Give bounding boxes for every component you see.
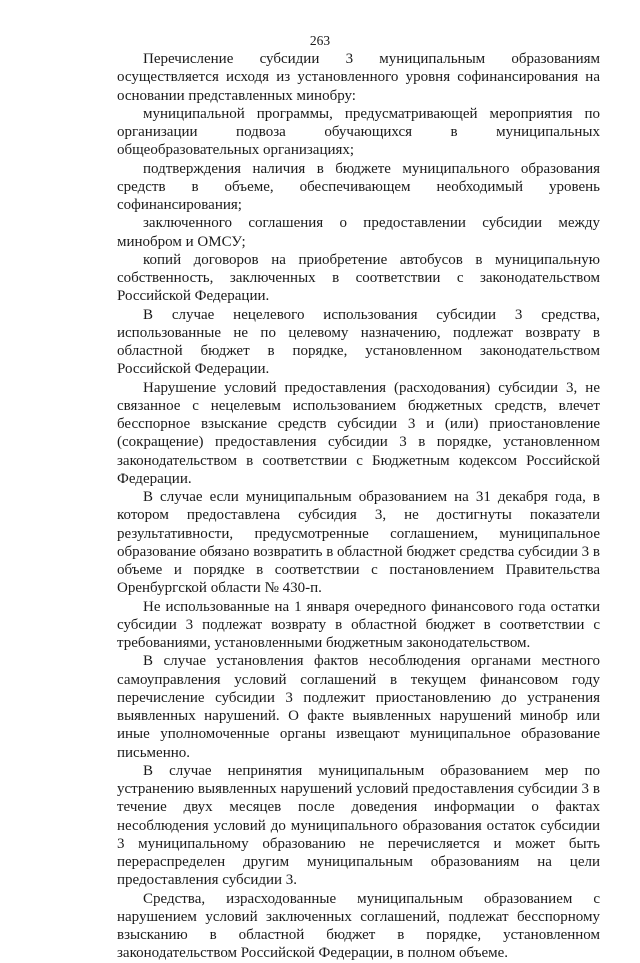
paragraph-recovery: Средства, израсходованные муниципальным образованием с нарушением условий заключенных соглашений, подлежат бесспорному взысканию в областной бюджет в порядке, установленном законодательством Российской Федерации, в полном объеме. — [117, 890, 600, 962]
page-number: 263 — [309, 33, 331, 48]
paragraph-redistribution: В случае непринятия муниципальным образованием мер по устранению выявленных нарушений условий предоставления субсидии 3 в течение двух месяцев после доведения информации о фактах несоблюдения условий до муниципального образования остаток субсидии 3 муниципальному образованию не перечисляется и может быть перераспределен другим муниципальным образованиям на цели предоставления субсидии 3. — [117, 762, 600, 889]
document-body — [117, 50, 600, 963]
paragraph-agreement: заключенного соглашения о предоставлении субсидии между минобром и ОМСУ; — [117, 215, 600, 250]
paragraph-budget-confirmation: подтверждения наличия в бюджете муниципального образования средств в объеме, обеспечивающем необходимый уровень софинансирования; — [117, 160, 600, 213]
paragraph-suspension: В случае установления фактов несоблюдения органами местного самоуправления условий соглашений в текущем финансовом году перечисление субсидии 3 подлежит приостановлению до устранения выявленных нарушений. О факте выявленных нарушений минобр или иные уполномоченные органы извещают муниципальное образование письменно. — [117, 653, 600, 761]
paragraph-bus-contracts: копий договоров на приобретение автобусов в муниципальную собственность, заключенных в соответствии с законодательством Российской Федерации. — [117, 251, 600, 305]
paragraph-violation-conditions: Нарушение условий предоставления (расходования) субсидии 3, не связанное с нецелевым использованием бюджетных средств, влечет бесспорное взыскание средств субсидии 3 и (или) приостановление (сокращение) предоставления субсидии 3 в порядке, установленном законодательством в соответствии с Бюджетным кодексом Российской Федерации. — [117, 379, 600, 487]
paragraph-municipal-program: муниципальной программы, предусматривающей мероприятия по организации подвоза обучающихся в муниципальных общеобразовательных организациях; — [117, 105, 600, 159]
paragraph-performance-indicators: В случае если муниципальным образованием на 31 декабря года, в котором предоставлена субсидия 3, не достигнуты показатели результативности, предусмотренные соглашением, муниципальное образование обязано возвратить в областной бюджет средства субсидии 3 в объеме и порядке в соответствии с постановлением Правительства Оренбургской области № 430-п. — [117, 489, 600, 597]
paragraph-misuse-return: В случае нецелевого использования субсидии 3 средства, использованные не по целевому назначению, подлежат возврату в областной бюджет в порядке, установленном законодательством Российской Федерации. — [117, 306, 600, 378]
paragraph-unused-balances: Не использованные на 1 января очередного финансового года остатки субсидии 3 подлежат возврату в областной бюджет в соответствии с требованиями, установленными бюджетным законодательством. — [117, 598, 600, 651]
paragraph-transfer-basis: Перечисление субсидии 3 муниципальным образованиям осуществляется исходя из установленного уровня софинансирования на основании представленных минобру: — [117, 51, 600, 104]
